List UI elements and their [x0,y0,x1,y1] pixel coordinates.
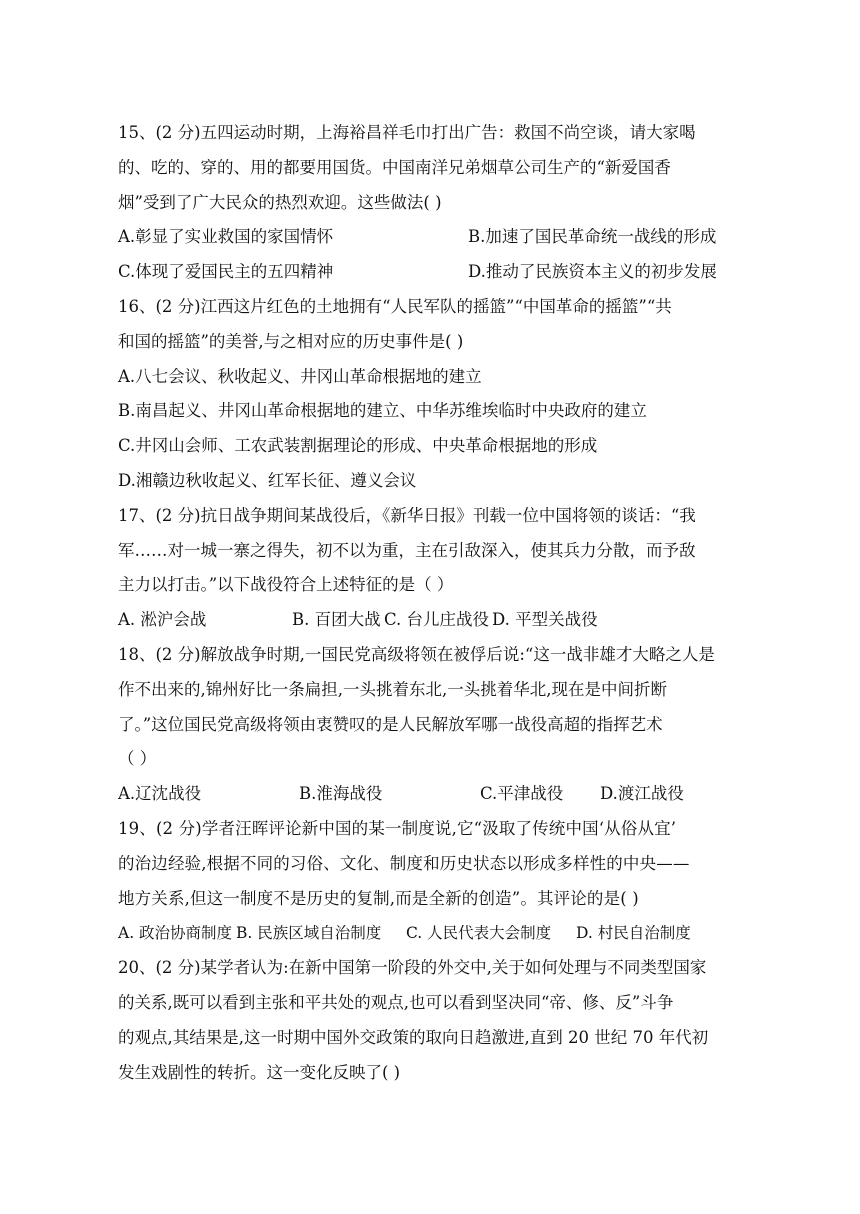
question-17-option-d: D. 平型关战役 [492,610,598,630]
question-15-options-row-1 [118,220,748,255]
question-15-stem-line-1: 15、(2 分)五四运动时期，上海裕昌祥毛巾打出广告：救国不尚空谈，请大家喝 [118,123,696,142]
question-18-option-b: B.淮海战役 [299,784,383,804]
question-15-option-c: C.体现了爱国民主的五四精神 [118,262,334,282]
question-15-option-d: D.推动了民族资本主义的初步发展 [468,262,717,282]
question-17-stem-line-1: 17、(2 分)抗日战争期间某战役后，《新华日报》刊载一位中国将领的谈话：“我 [118,505,696,525]
question-20-stem-line-2: 的关系,既可以看到主张和平共处的观点,也可以看到坚决同“帝、修、反”斗争 [118,992,674,1012]
question-16 [118,290,748,499]
question-19-stem-line-1: 19、(2 分)学者汪晖评论新中国的某一制度说,它“汲取了传统中国‘从俗从宜’ [118,818,677,838]
question-17-stem-line-3: 主力以打击。”以下战役符合上述特征的是（ ） [118,575,454,595]
question-17-option-c: C. 台儿庄战役 [384,610,490,630]
question-20-stem-line-3: 的观点,其结果是,这一时期中国外交政策的取向日趋激进,直到 20 世纪 70 年代初 [118,1027,709,1047]
question-16-option-b: B.南昌起义、井冈山革命根据地的建立、中华苏维埃临时中央政府的建立 [118,401,647,421]
question-18-option-a: A.辽沈战役 [118,784,202,804]
question-18-stem-line-4: （ ） [118,749,157,769]
question-15-option-b: B.加速了国民革命统一战线的形成 [468,227,717,247]
question-20 [118,951,748,1090]
question-17-stem-line-2: 军……对一城一寨之得失，初不以为重，主在引敌深入，使其兵力分散，而予敌 [118,540,696,560]
question-17 [118,499,748,638]
question-16-stem-line-2: 和国的摇篮”的美誉,与之相对应的历史事件是( ) [118,331,464,351]
question-16-option-a: A.八七会议、秋收起义、井冈山革命根据地的建立 [118,366,482,386]
question-15-stem-line-2: 的、吃的、穿的、用的都要用国货。中国南洋兄弟烟草公司生产的“新爱国香 [118,157,671,177]
question-19-options-row [118,916,748,951]
question-20-stem-line-4: 发生戏剧性的转折。这一变化反映了( ) [118,1062,401,1082]
question-18-stem-line-1: 18、(2 分)解放战争时期,一国民党高级将领在被俘后说:“这一战非雄才大略之人是 [118,644,715,664]
question-15-option-a: A.彰显了实业救国的家国情怀 [118,227,334,247]
question-16-option-c: C.井冈山会师、工农武装割据理论的形成、中央革命根据地的形成 [118,436,598,456]
question-18-option-d: D.渡江战役 [600,784,684,804]
question-17-option-b: B. 百团大战 [292,610,381,630]
question-19-option-c: C. 人民代表大会制度 [406,924,552,943]
question-19 [118,812,748,951]
question-17-options-row [118,603,748,638]
question-20-stem-line-1: 20、(2 分)某学者认为:在新中国第一阶段的外交中,关于如何处理与不同类型国家 [118,958,707,978]
question-19-stem-line-3: 地方关系,但这一制度不是历史的复制,而是全新的创造”。其评论的是( ) [118,888,639,908]
question-15-options-row-2 [118,255,748,290]
question-18 [118,638,748,812]
question-19-option-b: B. 民族区域自治制度 [236,924,382,943]
question-18-stem-line-2: 作不出来的,锦州好比一条扁担,一头挑着东北,一头挑着华北,现在是中间折断 [118,679,667,699]
question-15-stem-line-3: 烟”受到了广大民众的热烈欢迎。这些做法( ) [118,192,442,212]
exam-page [118,116,748,1090]
question-19-option-a: A. 政治协商制度 [118,924,233,943]
question-18-options-row [118,777,748,812]
question-17-option-a: A. 淞沪会战 [118,610,207,630]
question-16-stem-line-1: 16、(2 分)江西这片红色的土地拥有“人民军队的摇篮”“中国革命的摇篮”“共 [118,296,672,316]
question-15 [118,116,748,290]
question-16-option-d: D.湘赣边秋收起义、红军长征、遵义会议 [118,470,417,490]
question-19-option-d: D. 村民自治制度 [576,924,691,943]
question-18-option-c: C.平津战役 [480,784,564,804]
question-18-stem-line-3: 了。”这位国民党高级将领由衷赞叹的是人民解放军哪一战役高超的指挥艺术 [118,714,663,734]
question-19-stem-line-2: 的治边经验,根据不同的习俗、文化、制度和历史状态以形成多样性的中央—— [118,853,690,873]
